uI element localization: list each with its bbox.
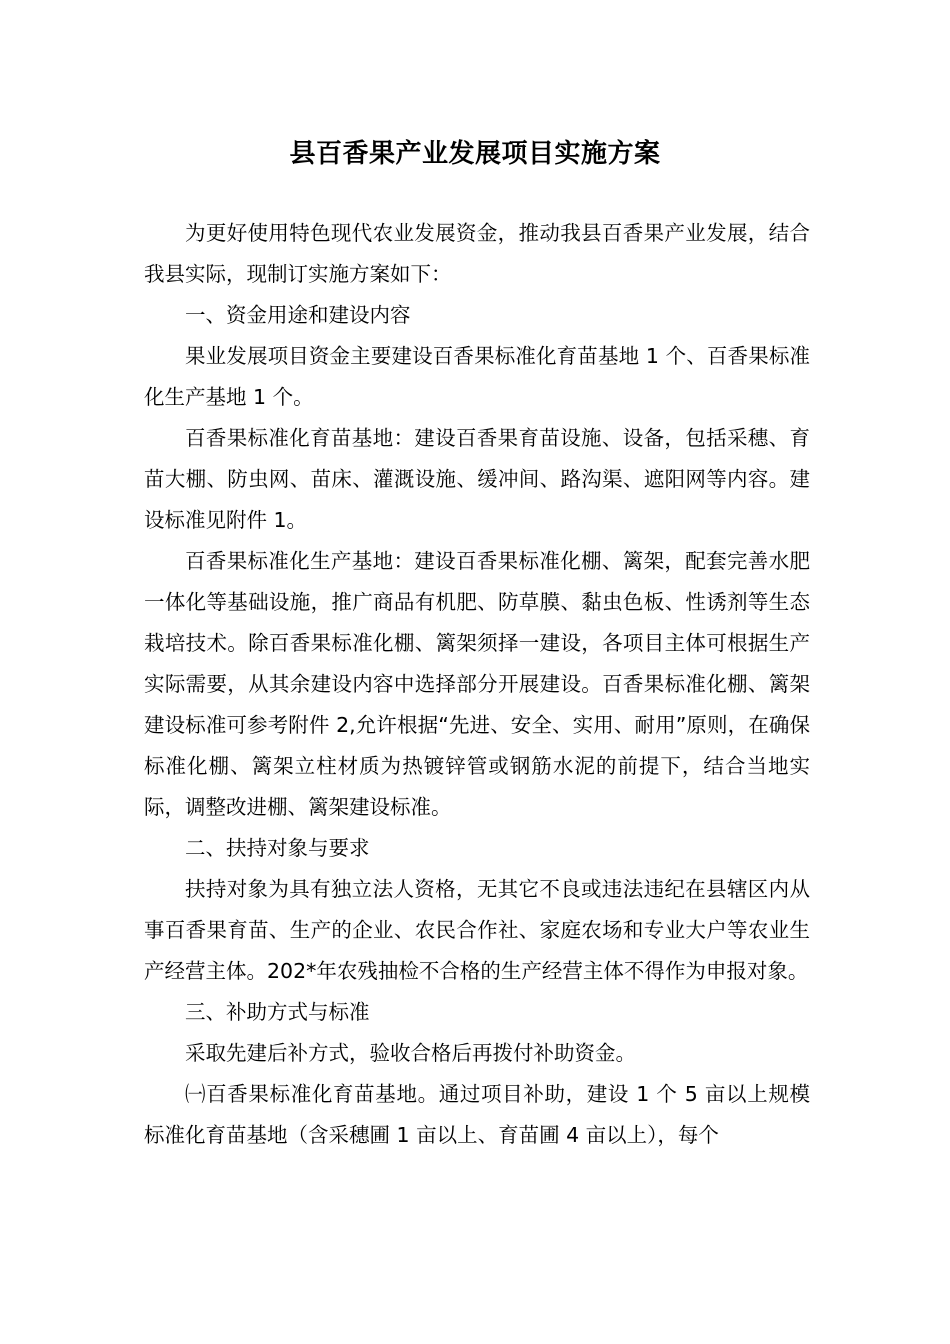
paragraph-production-base: 百香果标准化生产基地：建设百香果标准化棚、篱架，配套完善水肥一体化等基础设施，推广商品有机肥、防草膜、黏虫色板、性诱剂等生态栽培技术。除百香果标准化棚、篱架须择一建设，各项目主体可根据生产实际需要，从其余建设内容中选择部分开展建设。百香果标准化棚、篱架建设标准可参考附件 2,允许根据“先进、安全、实用、耐用”原则，在确保标准化棚、篱架立柱材质为热镀锌管或钢筋水泥的前提下，结合当地实际，调整改进棚、篱架建设标准。 — [144, 549, 810, 819]
paragraph-subsidy-method: 采取先建后补方式，验收合格后再拨付补助资金。 — [185, 1041, 636, 1065]
heading-section-1: 一、资金用途和建设内容 — [185, 303, 411, 327]
paragraph-nursery-subsidy: ㈠百香果标准化育苗基地。通过项目补助，建设 1 个 5 亩以上规模标准化育苗基地（含采穗圃 1 亩以上、育苗圃 4 亩以上），每个 — [144, 1082, 810, 1147]
paragraph-nursery-base: 百香果标准化育苗基地：建设百香果育苗设施、设备，包括采穗、育苗大棚、防虫网、苗床、灌溉设施、缓冲间、路沟渠、遮阳网等内容。建设标准见附件 1。 — [144, 426, 810, 532]
paragraph-funding-use: 果业发展项目资金主要建设百香果标准化育苗基地 1 个、百香果标准化生产基地 1 个。 — [144, 344, 810, 409]
paragraph-support-targets: 扶持对象为具有独立法人资格，无其它不良或违法违纪在县辖区内从事百香果育苗、生产的企业、农民合作社、家庭农场和专业大户等农业生产经营主体。202*年农残抽检不合格的生产经营主体不得作为申报对象。 — [144, 877, 810, 983]
heading-section-3: 三、补助方式与标准 — [185, 1000, 370, 1024]
paragraph-intro: 为更好使用特色现代农业发展资金，推动我县百香果产业发展，结合我县实际，现制订实施方案如下： — [144, 221, 810, 286]
document-body — [144, 213, 810, 1156]
heading-section-2: 二、扶持对象与要求 — [185, 836, 370, 860]
document-title: 县百香果产业发展项目实施方案 — [289, 139, 661, 169]
